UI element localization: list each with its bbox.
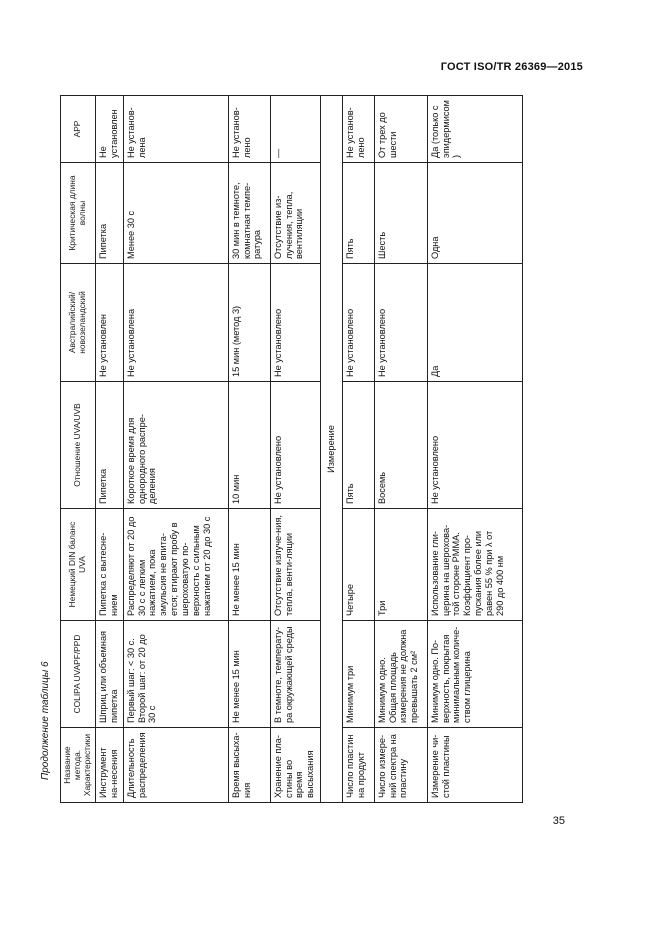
- table-cell: Короткое время для однородного распре-деления: [123, 382, 228, 509]
- table-cell: Не установ-лена: [123, 96, 228, 163]
- table-cell: —: [270, 96, 320, 163]
- table-cell: Длительность распределения: [123, 728, 228, 803]
- table-cell: Не установлено: [270, 264, 320, 382]
- table-cell: Не установлено: [342, 264, 374, 382]
- table-cell: Распределяют от 20 до 30 с с легким нажатием, пока эмульсия не впита-ется; втирают пробу в шероховатую по-верхность с сильным нажатием от 20 до 30 с: [123, 509, 228, 621]
- table-cell: Пять: [342, 382, 374, 509]
- column-header: Отношение UVA/UVB: [61, 382, 96, 509]
- column-header: Австралийский/ новозеландский: [61, 264, 96, 382]
- table-cell: Время высыха-ния: [228, 728, 270, 803]
- table-cell: Минимум одно. Общая площадь измерения не должна превышать 2 см²: [374, 621, 427, 728]
- table-cell: 15 мин (метод 3): [228, 264, 270, 382]
- table-cell: Восемь: [374, 382, 427, 509]
- table-cell: Инструмент на-несения: [95, 728, 123, 803]
- table-row: [342, 96, 374, 803]
- rotated-table-container: [60, 96, 519, 803]
- table-cell: Не установлено: [374, 264, 427, 382]
- table-cell: Не установлено: [270, 382, 320, 509]
- table-row: [95, 96, 123, 803]
- table-cell: Не установлен: [95, 96, 123, 163]
- table-row: [270, 96, 320, 803]
- section-row: [320, 96, 342, 803]
- table-cell: Не установлено: [427, 382, 522, 509]
- table-cell: В темноте, температу-ра окружающей среды: [270, 621, 320, 728]
- comparison-table: [60, 95, 523, 803]
- table-cell: Не установ-лено: [342, 96, 374, 163]
- column-header: Критическая длина волны: [61, 163, 96, 264]
- table-cell: Три: [374, 509, 427, 621]
- table-cell: Число измере-ний спектра на пластину: [374, 728, 427, 803]
- table-cell: Пять: [342, 163, 374, 264]
- table-cell: Не менее 15 мин: [228, 621, 270, 728]
- table-cell: Использование гли-церина на шерохова-той стороне PMMA. Коэффициент про-пускания более или равен 55 % при λ от 290 до 400 нм: [427, 509, 522, 621]
- table-cell: Не менее 15 мин: [228, 509, 270, 621]
- page-number: 35: [552, 815, 565, 827]
- table-cell: Не установ-лено: [228, 96, 270, 163]
- table-cell: Четыре: [342, 509, 374, 621]
- table-cell: Пипетка с вытесне-нием: [95, 509, 123, 621]
- table-cell: Хранение пла-стины во время высыхания: [270, 728, 320, 803]
- table-cell: Минимум одно. По-верхность, покрытая минимальным количе-ством глицерина: [427, 621, 522, 728]
- column-header: Немецкий DIN баланс UVA: [61, 509, 96, 621]
- section-label: Измерение: [320, 96, 342, 803]
- table-cell: Число пластин на продукт: [342, 728, 374, 803]
- table-cell: Измерение чи-стой пластины: [427, 728, 522, 803]
- table-cell: Да: [427, 264, 522, 382]
- table-cell: 10 мин: [228, 382, 270, 509]
- table-row: [374, 96, 427, 803]
- table-cell: От трех до шести: [374, 96, 427, 163]
- column-header: Название метода. Характеристики: [61, 728, 96, 803]
- table-cell: Пипетка: [95, 163, 123, 264]
- table-cell: Отсутствие излуче-ния, тепла, венти-ляции: [270, 509, 320, 621]
- table-cell: Пипетка: [95, 382, 123, 509]
- table-cell: Не установлена: [123, 264, 228, 382]
- table-caption: Продолжение таблицы 6: [40, 661, 51, 780]
- document-header: ГОСТ ISO/TR 26369—2015: [440, 61, 583, 73]
- table-cell: 30 мин в темноте, комнатная темпе-ратура: [228, 163, 270, 264]
- table-cell: Не установлен: [95, 264, 123, 382]
- table-row: [228, 96, 270, 803]
- table-row: [123, 96, 228, 803]
- table-cell: Одна: [427, 163, 522, 264]
- table-cell: Шесть: [374, 163, 427, 264]
- column-header: APP: [61, 96, 96, 163]
- table-cell: Отсутствие из-лучения, тепла, вентиляции: [270, 163, 320, 264]
- table-cell: Менее 30 с: [123, 163, 228, 264]
- header-row: [61, 96, 96, 803]
- table-cell: Да (только с эпидермисом): [427, 96, 522, 163]
- table-cell: Первый шаг: < 30 с. Второй шаг: от 20 до 30 с: [123, 621, 228, 728]
- table-row: [427, 96, 522, 803]
- table-cell: Шприц или объемная пипетка: [95, 621, 123, 728]
- column-header: COLIPA UVAPF/PPD: [61, 621, 96, 728]
- table-cell: Минимум три: [342, 621, 374, 728]
